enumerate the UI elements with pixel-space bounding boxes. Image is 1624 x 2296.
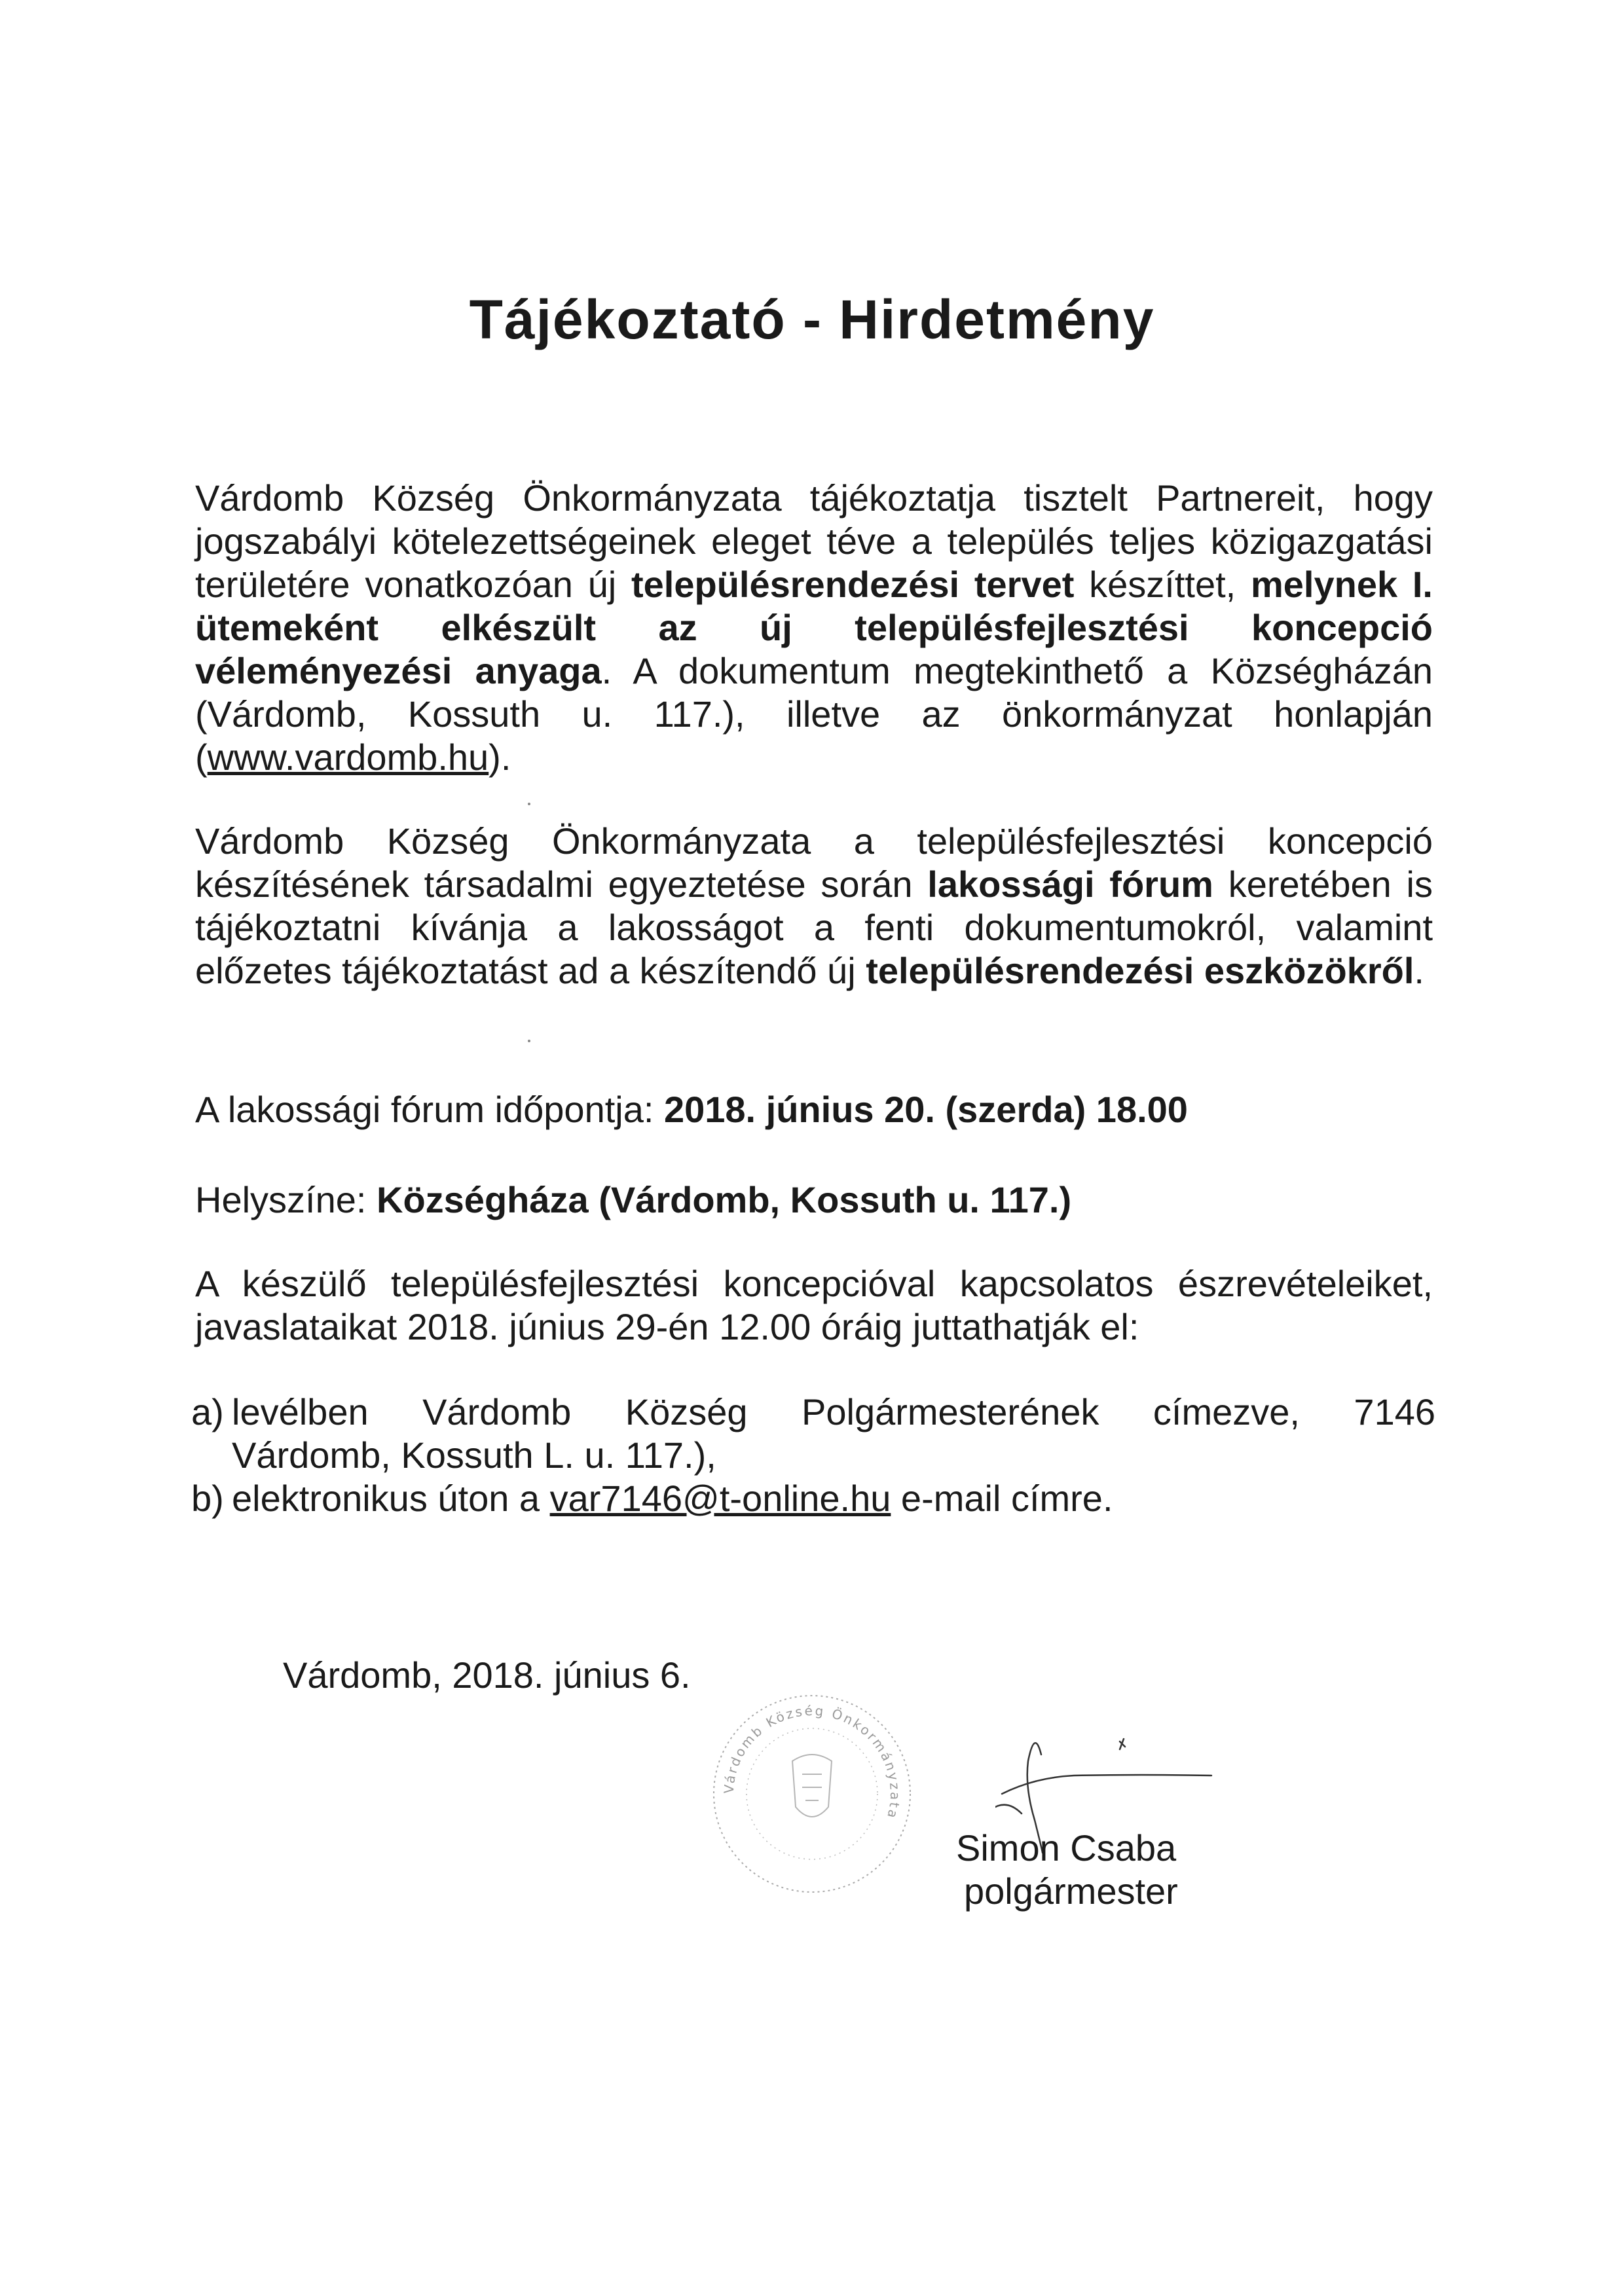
para2-bold-forum: lakossági fórum [927, 864, 1213, 905]
list-a-word: 7146 [1354, 1391, 1435, 1432]
signer-role: polgármester [964, 1870, 1178, 1912]
place-and-date: Várdomb, 2018. június 6. [283, 1654, 691, 1696]
para1-bold-plan: településrendezési tervet [631, 564, 1075, 605]
para1-bold-concept: melynek I. ütemeként elkészült az új településfejlesztési koncepció véleményezési anyaga [195, 564, 1433, 691]
venue-value: Községháza (Várdomb, Kossuth u. 117.) [377, 1179, 1072, 1220]
list-b-text-1: elektronikus úton a [232, 1478, 550, 1519]
website-link[interactable]: www.vardomb.hu [207, 737, 489, 778]
svg-text:Várdomb Község Önkormányzata [721, 1703, 903, 1822]
list-marker-b: b) [191, 1478, 224, 1519]
para2-text-3: . [1414, 950, 1424, 991]
email-link[interactable]: var7146@t-online.hu [549, 1478, 891, 1519]
para1-text-1: Várdomb Község Önkormányzata tájékoztatja tisztelt Partnereit, hogy jogszabályi kötelezettségeinek eleget téve a település teljes közigazgatási területére vonatkozóan új [195, 477, 1433, 605]
venue-line [195, 1178, 1433, 1222]
official-stamp [694, 1676, 930, 1912]
list-a-continuation: Várdomb, Kossuth L. u. 117.), [232, 1434, 716, 1476]
paragraph-plan-info [195, 477, 1433, 779]
list-a-word: Várdomb [422, 1391, 572, 1432]
list-a-word: címezve, [1153, 1391, 1300, 1432]
para2-text-1: Várdomb Község Önkormányzata a településfejlesztési koncepció készítésének társadalmi egyeztetése során [195, 820, 1433, 905]
forum-date-label: A lakossági fórum időpontja: [195, 1089, 664, 1130]
list-b-text-2: e-mail címre. [891, 1478, 1113, 1519]
signer-name: Simon Csaba [956, 1827, 1177, 1868]
list-a-word: levélben [232, 1391, 369, 1432]
scan-speck [528, 803, 530, 805]
stamp-text: Várdomb Község Önkormányzata [720, 1702, 904, 1822]
forum-date-line [195, 1088, 1433, 1131]
list-item-letter [191, 1391, 1435, 1477]
para1-text-4: ). [489, 737, 511, 778]
paragraph-comments: A készülő településfejlesztési koncepcióval kapcsolatos észrevételeiket, javaslataikat 2018. június 29-én 12.00 óráig juttathatják el: [195, 1263, 1433, 1347]
list-marker-a: a) [191, 1391, 224, 1432]
para2-bold-tools: településrendezési eszközökről [866, 950, 1414, 991]
scan-speck [528, 1040, 530, 1042]
list-item-email [191, 1477, 1435, 1520]
forum-date-value: 2018. június 20. (szerda) 18.00 [663, 1089, 1188, 1130]
venue-label: Helyszíne: [195, 1179, 377, 1220]
para1-text-3: . A dokumentum megtekinthető a Községházán (Várdomb, Kossuth u. 117.), illetve az önkormányzat honlapján ( [195, 650, 1433, 778]
paragraph-forum-info [195, 820, 1433, 993]
para1-text-2: készíttet, [1074, 564, 1251, 605]
document-title: Tájékoztató - Hirdetmény [469, 289, 1155, 350]
list-a-word: Község [625, 1391, 748, 1432]
list-a-word: Polgármesterének [802, 1391, 1099, 1432]
para2-text-2: keretében is tájékoztatni kívánja a lakosságot a fenti dokumentumokról, valamint előzetes tájékoztatást ad a készítendő új [195, 864, 1433, 991]
signer-block [956, 1827, 1178, 1913]
